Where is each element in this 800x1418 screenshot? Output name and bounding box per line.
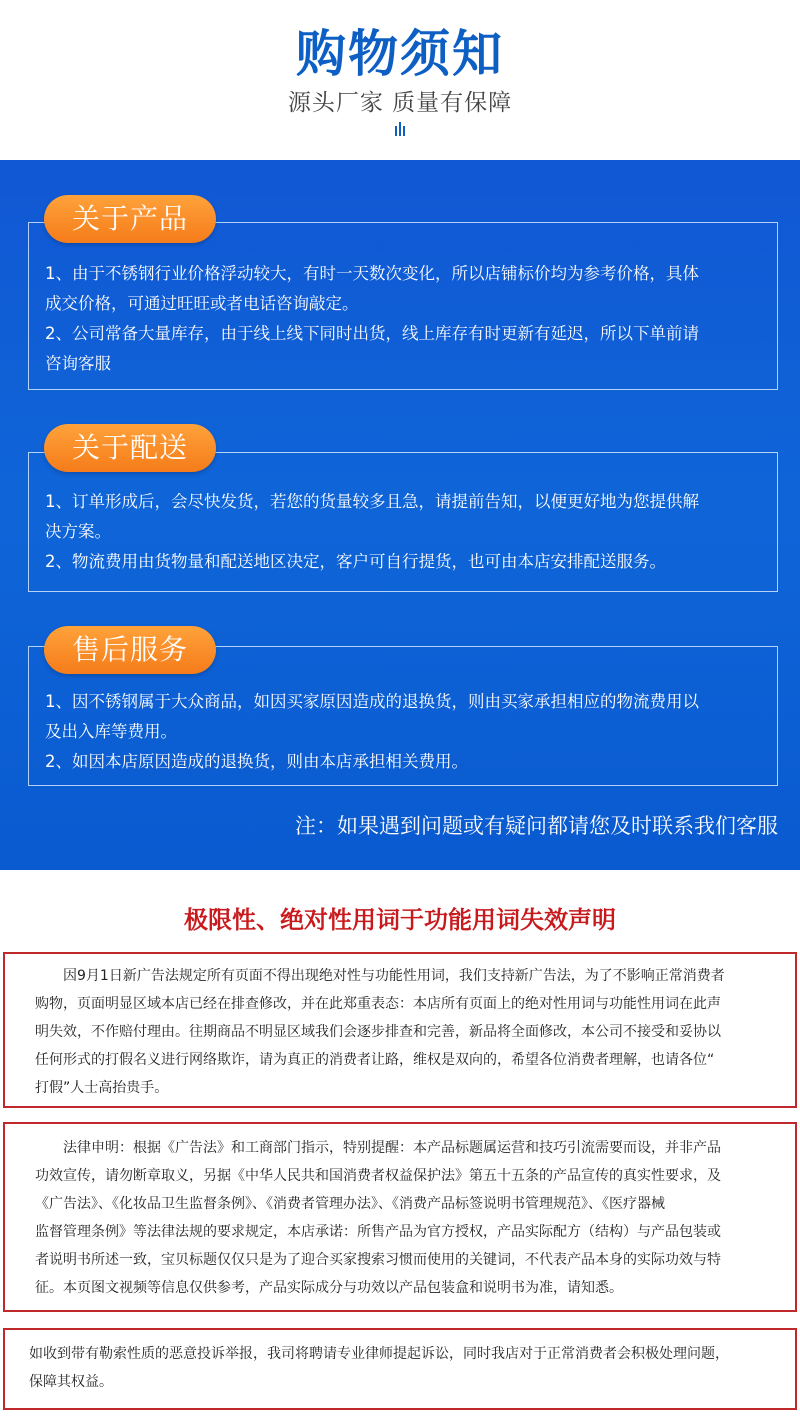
declaration-paragraph (29, 1340, 771, 1396)
declaration-line: 购物，页面明显区域本店已经在排查修改，并在此郑重表态：本店所有页面上的绝对性用词与功能性用词在此声 (35, 996, 721, 1012)
declaration-line: 《广告法》、《化妆品卫生监督条例》、《消费者管理办法》、《消费产品标签说明书管理规范》、《医疗器械 (35, 1196, 665, 1212)
declaration-box-3 (3, 1328, 797, 1410)
declaration-line: 功效宣传，请勿断章取义，另据《中华人民共和国消费者权益保护法》第五十五条的产品宣传的真实性要求，及 (35, 1168, 721, 1184)
product-info-text (45, 259, 763, 379)
product-info-box (28, 222, 778, 390)
delivery-info-line: 2、物流费用由货物量和配送地区决定，客户可自行提货，也可由本店安排配送服务。 (45, 552, 666, 571)
declaration-line: 监督管理条例》等法律法规的要求规定，本店承诺：所售产品为官方授权，产品实际配方（结构）与产品包装或 (35, 1224, 721, 1240)
product-info-line: 咨询客服 (45, 354, 111, 373)
declaration-box-1 (3, 952, 797, 1108)
after-sales-line: 1、因不锈钢属于大众商品，如因买家原因造成的退换货，则由买家承担相应的物流费用以 (45, 692, 699, 711)
product-info-label: 关于产品 (44, 195, 216, 243)
declaration-line: 征。本页图文视频等信息仅供参考，产品实际成分与功效以产品包装盒和说明书为准，请知悉。 (35, 1280, 623, 1296)
product-info-line: 2、公司常备大量库存，由于线上线下同时出货，线上库存有时更新有延迟，所以下单前请 (45, 324, 699, 343)
declaration-box-2 (3, 1122, 797, 1312)
declaration-line: 打假”人士高抬贵手。 (35, 1080, 169, 1096)
declaration-line: 因9月1日新广告法规定所有页面不得出现绝对性与功能性用词，我们支持新广告法，为了不影响正常消费者 (35, 968, 725, 984)
page-subtitle: 源头厂家 质量有保障 (287, 90, 513, 116)
delivery-info-box (28, 452, 778, 592)
shopping-notice-section (0, 160, 800, 870)
declaration-line: 保障其权益。 (29, 1374, 113, 1390)
declaration-line: 者说明书所述一致，宝贝标题仅仅只是为了迎合买家搜索习惯而使用的关键词，不代表产品本身的实际功效与特 (35, 1252, 721, 1268)
after-sales-text (45, 687, 763, 777)
product-info-line: 1、由于不锈钢行业价格浮动较大，有时一天数次变化，所以店铺标价均为参考价格，具体 (45, 264, 699, 283)
declaration-title: 极限性、绝对性用词于功能用词失效声明 (184, 906, 616, 934)
delivery-info-label: 关于配送 (44, 424, 216, 472)
declaration-paragraph (35, 1134, 771, 1302)
divider-bars-icon (392, 122, 408, 136)
after-sales-line: 2、如因本店原因造成的退换货，则由本店承担相关费用。 (45, 752, 468, 771)
product-info-line: 成交价格，可通过旺旺或者电话咨询敲定。 (45, 294, 359, 313)
page-header (0, 0, 800, 160)
declaration-line: 如收到带有勒索性质的恶意投诉举报，我司将聘请专业律师提起诉讼，同时我店对于正常消费者会积极处理问题， (29, 1346, 729, 1362)
page-title: 购物须知 (296, 25, 504, 83)
after-sales-label: 售后服务 (44, 626, 216, 674)
delivery-info-line: 决方案。 (45, 522, 111, 541)
delivery-info-line: 1、订单形成后，会尽快发货，若您的货量较多且急，请提前告知，以便更好地为您提供解 (45, 492, 699, 511)
declaration-line: 法律申明：根据《广告法》和工商部门指示，特别提醒：本产品标题属运营和技巧引流需要而设，并非产品 (35, 1140, 721, 1156)
declaration-line: 任何形式的打假名义进行网络欺诈，请为真正的消费者让路，维权是双向的，希望各位消费者理解，也请各位“ (35, 1052, 715, 1068)
declaration-paragraph (35, 962, 771, 1102)
after-sales-line: 及出入库等费用。 (45, 722, 177, 741)
delivery-info-text (45, 487, 763, 577)
declaration-line: 明失效，不作赔付理由。往期商品不明显区域我们会逐步排查和完善，新品将全面修改，本公司不接受和妥协以 (35, 1024, 721, 1040)
contact-note: 注：如果遇到问题或有疑问都请您及时联系我们客服 (295, 814, 778, 838)
